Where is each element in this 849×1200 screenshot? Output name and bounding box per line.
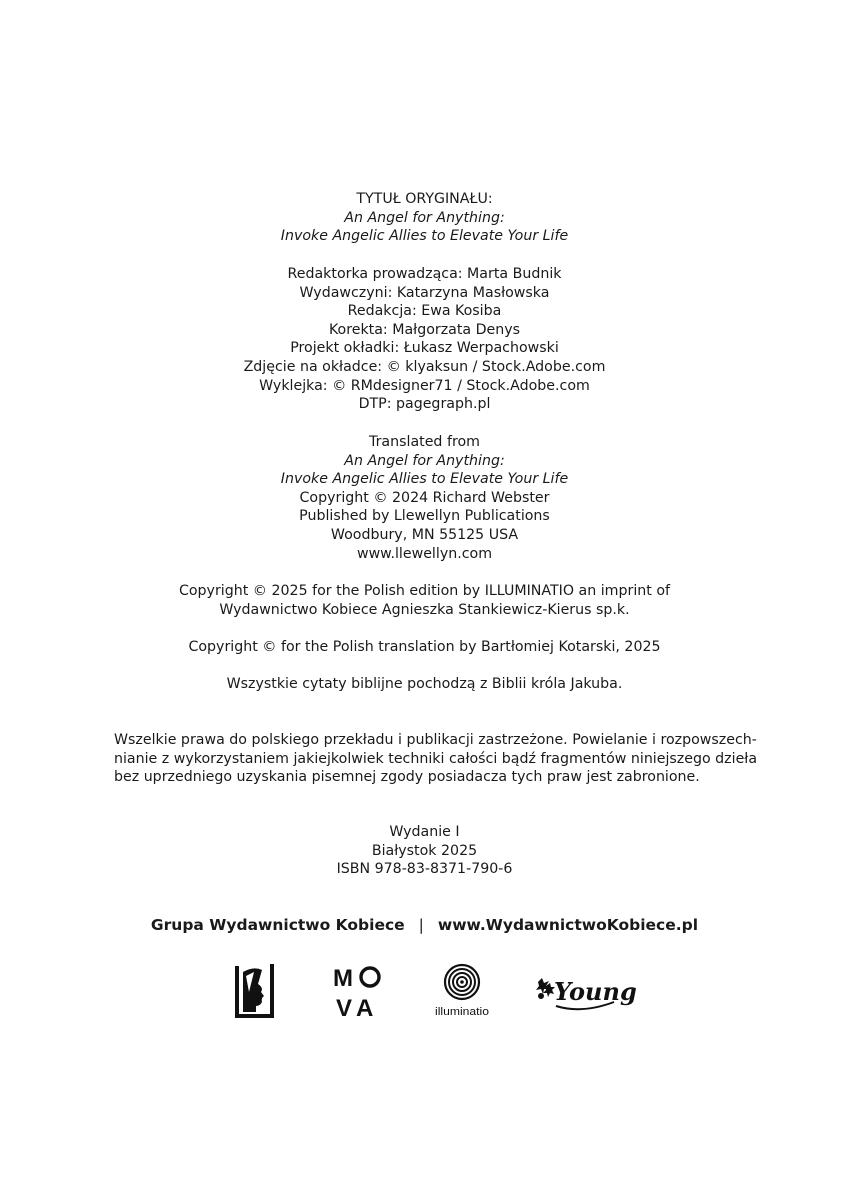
publisher-group-name: Grupa Wydawnictwo Kobiece — [150, 916, 405, 934]
credit-cover-photo: Zdjęcie na okładce: © klyaksun / Stock.Adobe.com — [243, 358, 606, 375]
original-title-line2: Invoke Angelic Allies to Elevate Your Life — [280, 228, 569, 245]
original-title-heading: TYTUŁ ORYGINAŁU: — [356, 191, 493, 207]
mova-letter-a: A — [356, 995, 374, 1022]
polish-edition-copyright-line1: Copyright © 2025 for the Polish edition by ILLUMINATIO an imprint of — [178, 583, 671, 599]
edition-block — [0, 823, 849, 879]
credit-editor-lead: Redaktorka prowadząca: Marta Budnik — [287, 266, 562, 282]
original-publisher: Published by Llewellyn Publications — [299, 508, 550, 525]
bible-note-text: Wszystkie cytaty biblijne pochodzą z Biblii króla Jakuba. — [226, 676, 623, 692]
translation-block — [0, 433, 849, 563]
mova-letter-v: V — [336, 995, 353, 1022]
translation-copyright-text: Copyright © for the Polish translation by Bartłomiej Kotarski, 2025 — [188, 639, 661, 655]
credit-endpaper: Wyklejka: © RMdesigner71 / Stock.Adobe.com — [259, 377, 590, 394]
rights-notice-line3: bez uprzedniego uzyskania pisemnej zgody posiadacza tych praw jest zabronione. — [114, 769, 700, 786]
translated-title-line1: An Angel for Anything: — [344, 452, 505, 469]
original-title-block — [0, 190, 849, 246]
rights-notice-line2: nianie z wykorzystaniem jakiejkolwiek techniki całości bądź fragmentów niniejszego dzieła — [114, 750, 758, 767]
translated-from: Translated from — [369, 434, 480, 450]
mova-letter-m: M — [333, 965, 353, 992]
original-publisher-website: www.llewellyn.com — [356, 545, 493, 562]
edition-place-year: Białystok 2025 — [371, 842, 478, 859]
rights-notice-line1: Wszelkie prawa do polskiego przekładu i publikacji zastrzeżone. Powielanie i rozpowszech- — [114, 732, 757, 748]
credit-dtp: DTP: pagegraph.pl — [358, 396, 491, 413]
footer-separator: | — [418, 916, 424, 934]
rights-notice — [114, 731, 758, 787]
edition-number: Wydanie I — [389, 824, 460, 840]
credit-proofreading: Korekta: Małgorzata Denys — [328, 321, 521, 338]
mova-logo-icon — [332, 962, 380, 1020]
credit-cover-design: Projekt okładki: Łukasz Werpachowski — [290, 340, 559, 357]
young-logo-icon — [532, 962, 637, 1020]
original-copyright: Copyright © 2024 Richard Webster — [299, 489, 550, 506]
illuminatio-text: illuminatio — [435, 1006, 489, 1018]
credits-block — [0, 265, 849, 414]
bible-note — [0, 675, 849, 694]
polish-edition-copyright-line2: Wydawnictwo Kobiece Agnieszka Stankiewicz-Kierus sp.k. — [219, 601, 630, 618]
credit-editing: Redakcja: Ewa Kosiba — [347, 303, 502, 320]
publisher-footer — [0, 916, 849, 935]
mova-letter-o — [361, 968, 379, 986]
young-text: Young — [554, 977, 637, 1006]
book-profile-logo-icon — [234, 962, 276, 1020]
imprint-logos — [0, 962, 849, 1026]
translation-copyright — [0, 638, 849, 657]
translated-title-line2: Invoke Angelic Allies to Elevate Your Life — [280, 471, 569, 488]
credit-publisher: Wydawczyni: Katarzyna Masłowska — [299, 284, 550, 301]
isbn: ISBN 978-83-8371-790-6 — [336, 861, 513, 878]
publisher-website[interactable]: www.WydawnictwoKobiece.pl — [437, 916, 699, 934]
illuminatio-logo-icon — [432, 962, 492, 1020]
polish-edition-copyright — [0, 582, 849, 619]
original-publisher-address: Woodbury, MN 55125 USA — [330, 526, 519, 543]
original-title-line1: An Angel for Anything: — [344, 209, 505, 226]
